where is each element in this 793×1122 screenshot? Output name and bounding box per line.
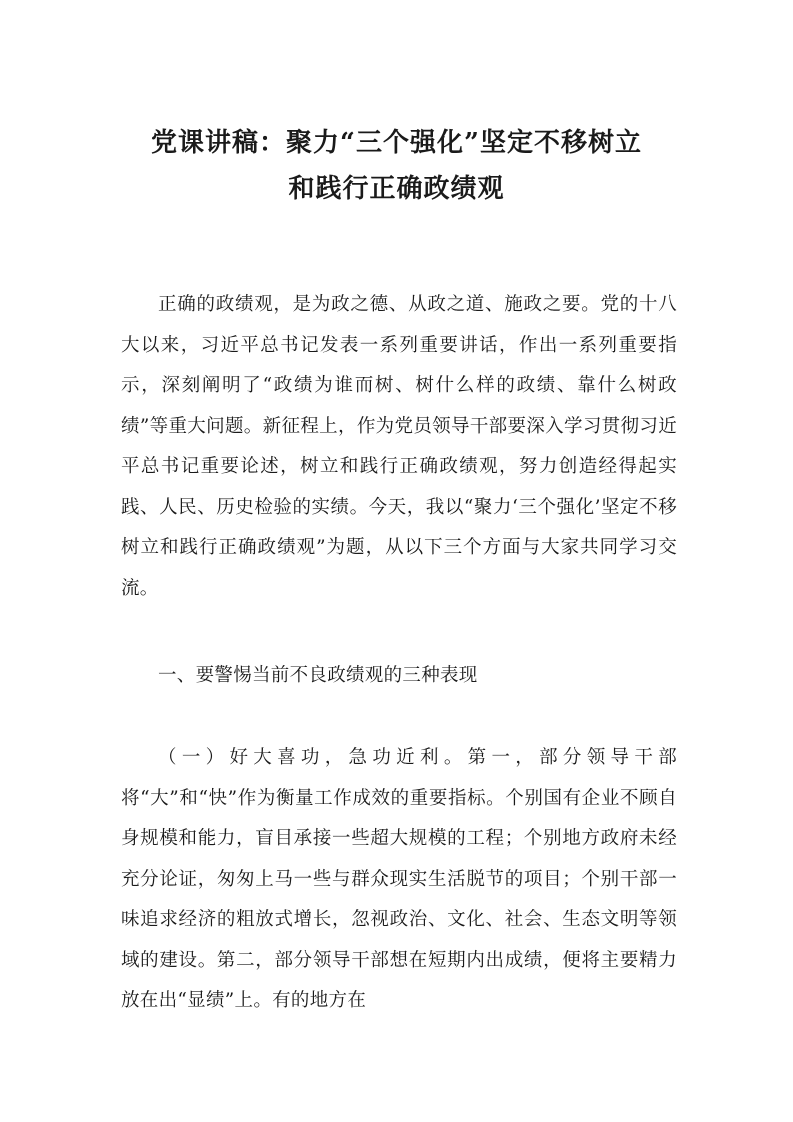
intro-paragraph: 正确的政绩观，是为政之德、从政之道、施政之要。党的十八大以来，习近平总书记发表一系列重要讲话，作出一系列重要指示，深刻阐明了“政绩为谁而树、树什么样的政绩、靠什么树政绩”等重大问题。新征程上，作为党员领导干部要深入学习贯彻习近平总书记重要论述，树立和践行正确政绩观，努力创造经得起实践、人民、历史检验的实绩。今天，我以“聚力‘三个强化’坚定不移树立和践行正确政绩观”为题，从以下三个方面与大家共同学习交流。 (121, 294, 677, 599)
title-line-1: 党课讲稿：聚力“三个强化”坚定不移树立 (151, 128, 642, 158)
section-heading-1: 一、要警惕当前不良政绩观的三种表现 (158, 665, 478, 686)
title-line-2: 和践行正确政绩观 (288, 174, 505, 204)
document-title (100, 120, 693, 212)
section1-paragraph-1: （一）好大喜功，急功近利。第一，部分领导干部将“大”和“快”作为衡量工作成效的重要指标。个别国有企业不顾自身规模和能力，盲目承接一些超大规模的工程；个别地方政府未经充分论证，匆匆上马一些与群众现实生活脱节的项目；个别干部一味追求经济的粗放式增长，忽视政治、文化、社会、生态文明等领域的建设。第二，部分领导干部想在短期内出成绩，便将主要精力放在出“显绩”上。有的地方在 (121, 747, 677, 1011)
